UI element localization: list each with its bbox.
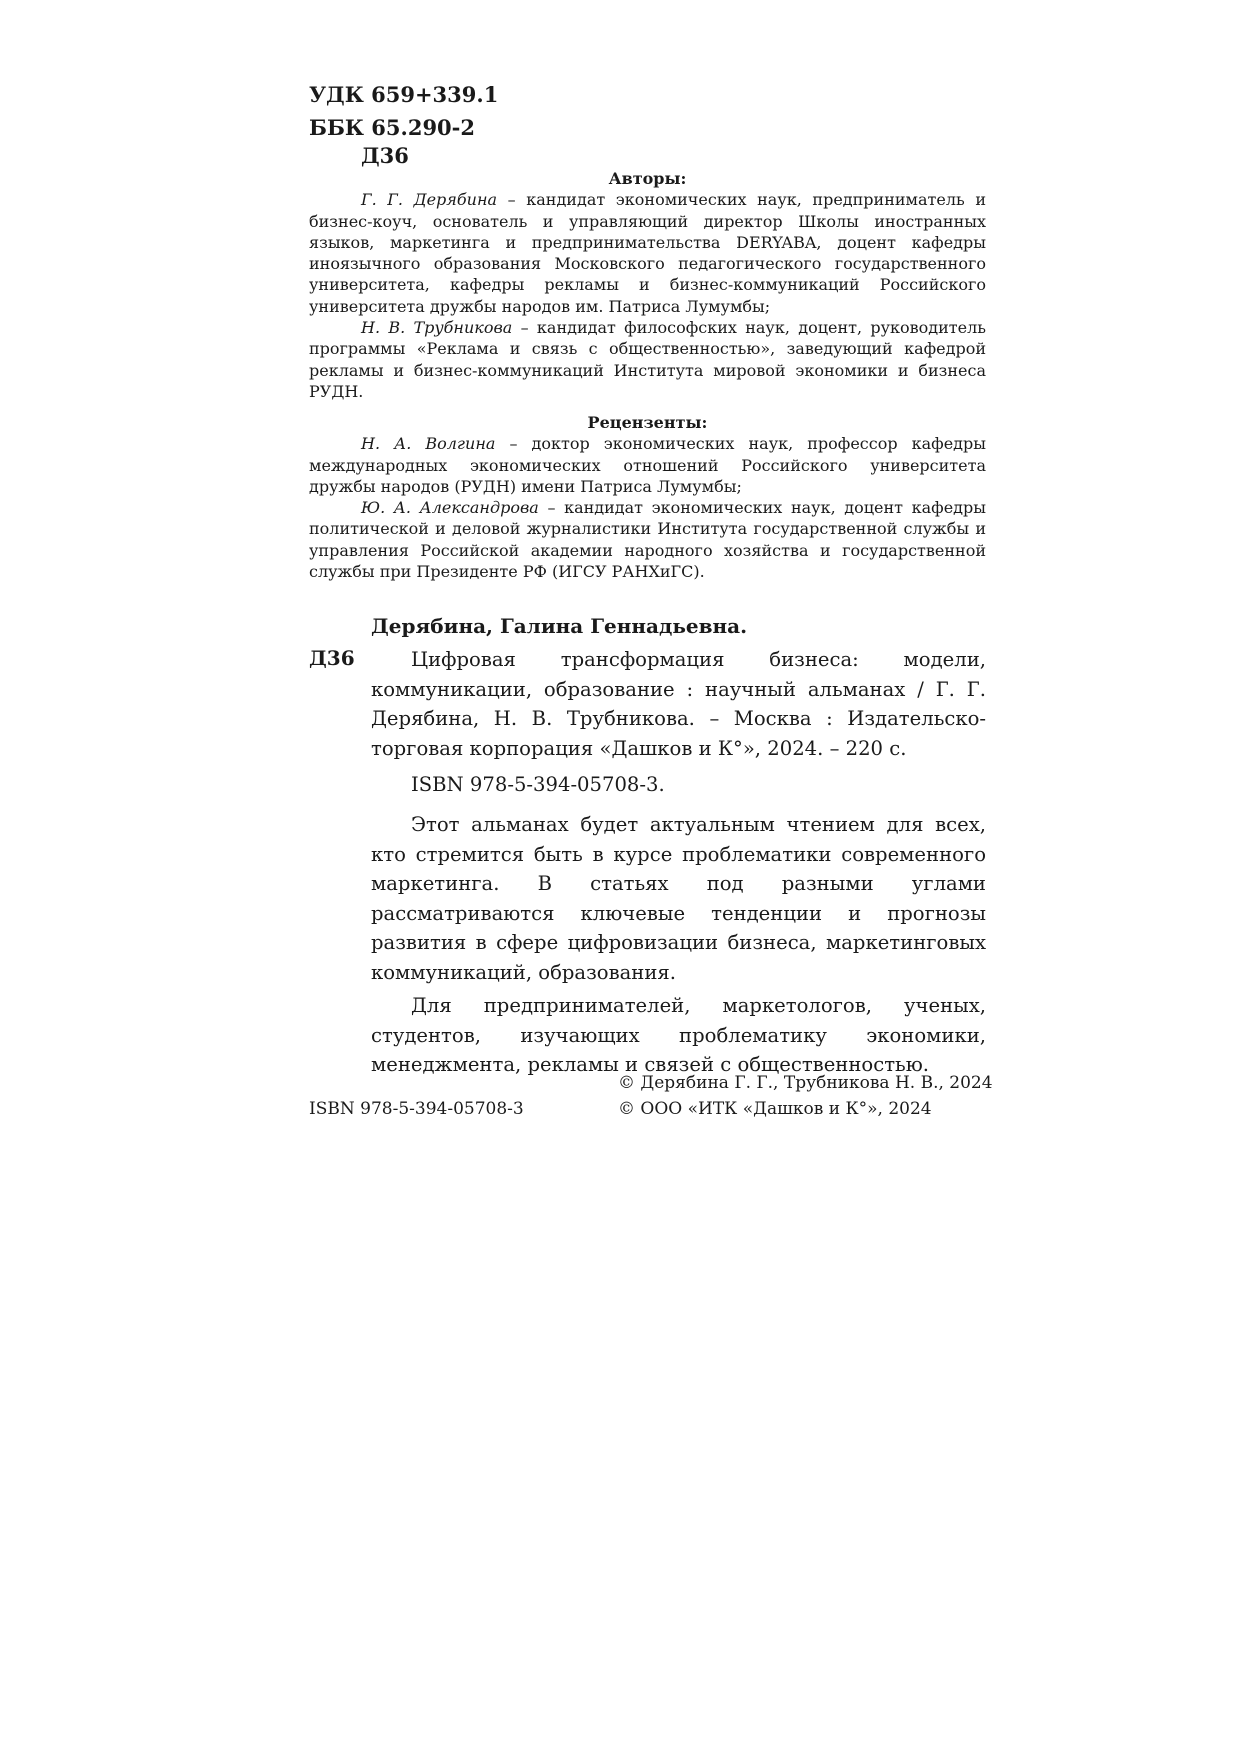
bibliographic-description	[371, 645, 986, 763]
reviewer-entry	[309, 433, 986, 497]
copyright-authors: © Дерябина Г. Г., Трубникова Н. В., 2024	[618, 1073, 993, 1093]
author-name: Г. Г. Дерябина	[361, 190, 498, 210]
authors-heading: Авторы:	[608, 169, 687, 188]
copyright-publisher: © ООО «ИТК «Дашков и К°», 2024	[618, 1099, 932, 1119]
author-entry	[309, 189, 986, 317]
isbn-entry	[371, 770, 986, 800]
author-name: Н. В. Трубникова	[361, 318, 513, 338]
annotation-paragraph: Этот альманах будет актуальным чтением для всех, кто стремится быть в курсе проблематики современного маркетинга. В статьях под разными углами рассматриваются ключевые тенденции и прогнозы развития в сфере цифровизации бизнеса, маркетинговых коммуникаций, образования.	[371, 813, 986, 984]
author-entry	[309, 317, 986, 402]
author-description: – кандидат экономических наук, предприниматель и бизнес-коуч, основатель и управляющий директор Школы иностранных языков, маркетинга и предпринимательства DERYABA, доцент кафедры иноязычного образования Московского педагогического государственного университета, кафедры рекламы и бизнес-коммуникаций Российского университета дружбы народов им. Патриса Лумумбы;	[309, 190, 986, 316]
catalog-author-heading: Дерябина, Галина Геннадьевна.	[371, 614, 748, 638]
reviewer-name: Ю. А. Александрова	[361, 498, 539, 518]
author-sign: Д36	[361, 143, 409, 168]
bbk-code: ББК 65.290-2	[309, 115, 476, 140]
authors-section	[309, 168, 986, 402]
isbn-text: ISBN 978-5-394-05708-3.	[411, 773, 665, 796]
footer-isbn: ISBN 978-5-394-05708-3	[309, 1099, 524, 1119]
reviewer-description: – доктор экономических наук, профессор кафедры международных экономических отношений Российского университета дружбы народов (РУДН) имени Патриса Лумумбы;	[309, 434, 986, 496]
reviewer-entry	[309, 497, 986, 582]
reviewers-heading: Рецензенты:	[587, 413, 708, 432]
reviewer-name: Н. А. Волгина	[361, 434, 496, 454]
annotation-paragraph: Для предпринимателей, маркетологов, ученых, студентов, изучающих проблематику экономики, менеджмента, рекламы и связей с общественностью.	[371, 994, 986, 1076]
catalog-author-sign: Д36	[309, 646, 355, 670]
reviewers-section	[309, 412, 986, 582]
reviewer-description: – кандидат экономических наук, доцент кафедры политической и деловой журналистики Института государственной службы и управления Российской академии народного хозяйства и государственной службы при Президенте РФ (ИГСУ РАНХиГС).	[309, 498, 986, 582]
annotation	[371, 810, 986, 1080]
udk-code: УДК 659+339.1	[309, 82, 499, 107]
bibliographic-text: Цифровая трансформация бизнеса: модели, коммуникации, образование : научный альманах / Г. Г. Дерябина, Н. В. Трубникова. – Москва : Издательско-торговая корпорация «Дашков и К°», 2024. – 220 с.	[371, 648, 986, 760]
author-description: – кандидат философских наук, доцент, руководитель программы «Реклама и связь с общественностью», заведующий кафедрой рекламы и бизнес-коммуникаций Института мировой экономики и бизнеса РУДН.	[309, 318, 986, 401]
